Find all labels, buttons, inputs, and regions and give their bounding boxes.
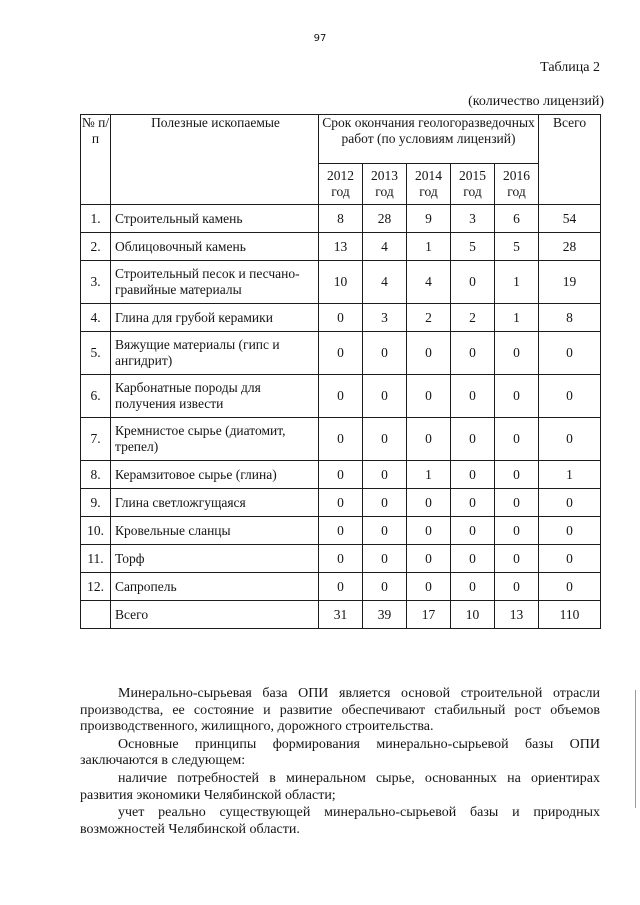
- licenses-table: [80, 114, 601, 629]
- paragraph: учет реально существующей минерально-сырьевой базы и природных возможностей Челябинской области.: [80, 805, 600, 837]
- row-year-value: 0: [319, 517, 363, 545]
- row-year-value: 2: [451, 304, 495, 332]
- row-total: 0: [539, 489, 601, 517]
- row-year-value: 0: [495, 517, 539, 545]
- row-mineral-name: Глина светложгущаяся: [111, 489, 319, 517]
- table-row: [81, 304, 601, 332]
- row-year-value: 0: [363, 489, 407, 517]
- header-year: 2013 год: [363, 164, 407, 205]
- row-mineral-name: Сапропель: [111, 573, 319, 601]
- row-total: 0: [539, 545, 601, 573]
- header-mineral: Полезные ископаемые: [111, 115, 319, 205]
- row-year-value: 0: [407, 545, 451, 573]
- row-year-value: 0: [495, 545, 539, 573]
- row-year-value: 6: [495, 205, 539, 233]
- row-mineral-name: Кровельные сланцы: [111, 517, 319, 545]
- row-year-value: 0: [451, 545, 495, 573]
- row-number: 7.: [81, 418, 111, 461]
- row-year-value: 0: [363, 573, 407, 601]
- row-year-value: 0: [407, 418, 451, 461]
- table-row: [81, 261, 601, 304]
- row-total: 8: [539, 304, 601, 332]
- table-row: [81, 332, 601, 375]
- row-year-value: 0: [407, 375, 451, 418]
- row-year-value: 0: [451, 332, 495, 375]
- row-year-value: 0: [363, 332, 407, 375]
- row-year-value: 4: [363, 233, 407, 261]
- row-year-value: 0: [407, 489, 451, 517]
- row-year-value: 0: [363, 461, 407, 489]
- table-row: [81, 489, 601, 517]
- row-mineral-name: Строительный песок и песчано-гравийные материалы: [111, 261, 319, 304]
- row-year-value: 1: [407, 461, 451, 489]
- header-year: 2016 год: [495, 164, 539, 205]
- header-period: Срок окончания геологоразведочных работ (по условиям лицензий): [319, 115, 539, 164]
- row-year-value: 0: [363, 418, 407, 461]
- header-num: № п/п: [81, 115, 111, 205]
- header-year: 2014 год: [407, 164, 451, 205]
- row-total: 0: [539, 418, 601, 461]
- row-total: 54: [539, 205, 601, 233]
- row-mineral-name: Облицовочный камень: [111, 233, 319, 261]
- header-year: 2012 год: [319, 164, 363, 205]
- row-total: 19: [539, 261, 601, 304]
- row-year-value: 0: [451, 517, 495, 545]
- row-number: 4.: [81, 304, 111, 332]
- summary-year-value: 31: [319, 601, 363, 629]
- summary-year-value: 17: [407, 601, 451, 629]
- row-number: 1.: [81, 205, 111, 233]
- row-year-value: 0: [319, 545, 363, 573]
- row-year-value: 0: [319, 304, 363, 332]
- body-text: [80, 686, 600, 838]
- row-year-value: 1: [407, 233, 451, 261]
- row-year-value: 0: [363, 517, 407, 545]
- row-year-value: 0: [363, 545, 407, 573]
- row-total: 1: [539, 461, 601, 489]
- summary-year-value: 10: [451, 601, 495, 629]
- row-year-value: 0: [451, 261, 495, 304]
- row-mineral-name: Строительный камень: [111, 205, 319, 233]
- table-unit-note: (количество лицензий): [468, 94, 604, 109]
- page-number: 97: [313, 33, 327, 44]
- paragraph: наличие потребностей в минеральном сырье, основанных на ориентирах развития экономики Челябинской области;: [80, 770, 600, 803]
- row-year-value: 9: [407, 205, 451, 233]
- row-year-value: 0: [495, 461, 539, 489]
- row-mineral-name: Вяжущие материалы (гипс и ангидрит): [111, 332, 319, 375]
- row-year-value: 2: [407, 304, 451, 332]
- table-row: [81, 233, 601, 261]
- row-mineral-name: Глина для грубой керамики: [111, 304, 319, 332]
- summary-year-value: 13: [495, 601, 539, 629]
- summary-row: [81, 601, 601, 629]
- row-year-value: 0: [495, 418, 539, 461]
- row-number: 6.: [81, 375, 111, 418]
- row-number: 12.: [81, 573, 111, 601]
- row-number: 10.: [81, 517, 111, 545]
- row-year-value: 0: [407, 517, 451, 545]
- row-year-value: 0: [319, 489, 363, 517]
- row-year-value: 0: [495, 332, 539, 375]
- row-year-value: 5: [495, 233, 539, 261]
- row-year-value: 1: [495, 304, 539, 332]
- table-row: [81, 545, 601, 573]
- row-total: 0: [539, 375, 601, 418]
- row-year-value: 0: [495, 489, 539, 517]
- row-year-value: 0: [451, 573, 495, 601]
- row-mineral-name: Карбонатные породы для получения извести: [111, 375, 319, 418]
- row-year-value: 0: [319, 332, 363, 375]
- row-year-value: 0: [319, 375, 363, 418]
- paragraph: Основные принципы формирования минерально-сырьевой базы ОПИ заключаются в следующем:: [80, 736, 600, 769]
- row-number: 8.: [81, 461, 111, 489]
- table-row: [81, 375, 601, 418]
- row-year-value: 3: [363, 304, 407, 332]
- table-title: Таблица 2: [540, 60, 600, 75]
- row-mineral-name: Торф: [111, 545, 319, 573]
- row-year-value: 4: [407, 261, 451, 304]
- summary-year-value: 39: [363, 601, 407, 629]
- row-year-value: 0: [451, 375, 495, 418]
- row-total: 0: [539, 517, 601, 545]
- row-number: 3.: [81, 261, 111, 304]
- table-row: [81, 205, 601, 233]
- row-total: 0: [539, 332, 601, 375]
- row-year-value: 3: [451, 205, 495, 233]
- row-number: 11.: [81, 545, 111, 573]
- table-row: [81, 418, 601, 461]
- row-year-value: 0: [407, 573, 451, 601]
- row-year-value: 5: [451, 233, 495, 261]
- table-header-row: [81, 115, 601, 164]
- paragraph: Минерально-сырьевая база ОПИ является основой строительной отрасли производства, ее состояние и развитие обеспечивают стабильный рост объемов производственного, жилищного, дорожного строительства.: [80, 686, 600, 735]
- table-row: [81, 573, 601, 601]
- row-year-value: 0: [495, 375, 539, 418]
- summary-number: [81, 601, 111, 629]
- table-body: [81, 205, 601, 629]
- scan-edge-mark: [635, 690, 636, 808]
- row-number: 2.: [81, 233, 111, 261]
- row-year-value: 1: [495, 261, 539, 304]
- row-year-value: 8: [319, 205, 363, 233]
- row-year-value: 28: [363, 205, 407, 233]
- header-total: Всего: [539, 115, 601, 205]
- row-year-value: 0: [319, 461, 363, 489]
- row-year-value: 0: [451, 489, 495, 517]
- row-year-value: 0: [319, 418, 363, 461]
- row-year-value: 0: [451, 418, 495, 461]
- row-year-value: 0: [407, 332, 451, 375]
- row-year-value: 0: [451, 461, 495, 489]
- summary-total: 110: [539, 601, 601, 629]
- row-mineral-name: Керамзитовое сырье (глина): [111, 461, 319, 489]
- row-mineral-name: Кремнистое сырье (диатомит, трепел): [111, 418, 319, 461]
- row-year-value: 0: [495, 573, 539, 601]
- row-year-value: 0: [319, 573, 363, 601]
- summary-label: Всего: [111, 601, 319, 629]
- row-number: 5.: [81, 332, 111, 375]
- table-row: [81, 461, 601, 489]
- header-year: 2015 год: [451, 164, 495, 205]
- row-total: 0: [539, 573, 601, 601]
- row-total: 28: [539, 233, 601, 261]
- row-year-value: 13: [319, 233, 363, 261]
- row-year-value: 4: [363, 261, 407, 304]
- row-number: 9.: [81, 489, 111, 517]
- row-year-value: 0: [363, 375, 407, 418]
- table-row: [81, 517, 601, 545]
- row-year-value: 10: [319, 261, 363, 304]
